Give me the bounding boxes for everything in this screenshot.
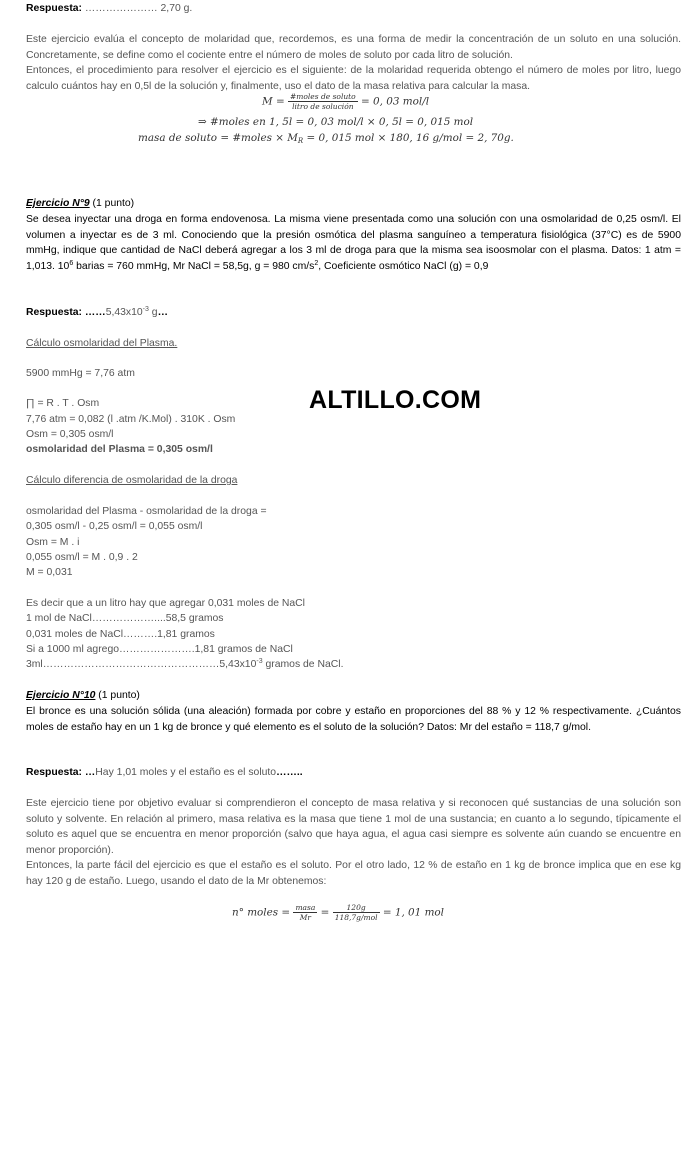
eq-numerator: #moles de soluto	[289, 92, 356, 101]
formula-fraction-1	[293, 903, 317, 922]
mass-equation	[138, 132, 514, 144]
sec3-line-5	[26, 658, 343, 672]
sec2-line-5: M = 0,031	[26, 567, 73, 578]
sec3-line-3: 0,031 moles de NaCl……….1,81 gramos	[26, 629, 215, 640]
formula-f2-num: 120g	[333, 903, 380, 913]
sec3-line-4: Si a 1000 ml agrego………………….1,81 gramos de NaCl	[26, 644, 293, 655]
moles-formula	[232, 903, 444, 922]
sec2-line-4: 0,055 osm/l = M . 0,9 . 2	[26, 552, 138, 563]
ex10-explanation-2: Entonces, la parte fácil del ejercicio es que el estaño es el soluto. Por el otro lado, 12 % de estaño en 1 kg de bronce implica que en ese kg hay 120 g de estaño. Luego, usando el dato de la Mr obtenemos:	[26, 860, 681, 887]
sec3-last-a: 3ml……………………………………………5,43x10	[26, 659, 257, 670]
ex9-answer-exp: -3	[142, 306, 149, 313]
sec1-line-3: 7,76 atm = 0,082 (l .atm /K.Mol) . 310K . Osm	[26, 414, 236, 425]
formula-rhs: = 1, 01 mol	[382, 906, 445, 919]
ex10-title: Ejercicio N°10	[26, 690, 96, 701]
ex10-answer-dots-a: …	[82, 767, 96, 778]
formula-f1-den: Mr	[299, 913, 312, 922]
ex9-title: Ejercicio N°9	[26, 198, 90, 209]
sec1-title: Cálculo osmolaridad del Plasma.	[26, 338, 178, 349]
answer-label: Respuesta:	[26, 3, 83, 14]
ex9-sup-2: 2	[314, 259, 319, 267]
ex10-heading	[26, 689, 140, 703]
eq-denominator: litro de solución	[292, 102, 354, 111]
eq-fraction	[288, 92, 358, 111]
ex10-answer-value: Hay 1,01 moles y el estaño es el soluto	[95, 767, 277, 778]
ex10-statement: El bronce es una solución sólida (una aleación) formada por cobre y estaño en proporciones del 88 % y 12 % respectivamente. ¿Cuántos moles de estaño hay en un 1 kg de bronce y qué elemento es el soluto de la solución? Datos: Mr del estaño = 118,7 g/mol.	[26, 706, 681, 733]
sec1-line-2: ∏ = R . T . Osm	[26, 398, 100, 409]
ex9-statement-a: Se desea inyectar una droga en forma endovenosa. La misma viene presentada como una solución con una osmolaridad de 0,25 osm/l. El volumen a inyectar es de 3 ml. Conociendo que la presión osmótica del plasma sanguíneo a temperatura fisiológica (37°C) es de 5900 mmHg, indique que cantidad de NaCl deberá agregar a los 3 ml de droga para que la misma sea isoosmolar con el plasma. Datos: 1 atm = 1,013. 10	[26, 214, 681, 272]
ex9-statement-c: , Coeficiente osmótico NaCl (g) = 0,9	[318, 260, 489, 272]
ex9-answer-value: 5,43x10	[105, 307, 143, 318]
ex10-explanation-1: Este ejercicio tiene por objetivo evaluar si comprendieron el concepto de masa relativa y si reconocen qué sustancias de una solución son soluto y solvente. En relación al primero, masa relativa es la masa que tiene 1 mol de una sustancia; en cuanto a lo segundo, típicamente el soluto es aquel que se encuentra en menor proporción (salvo que haya agua, el agua casi siempre es solvente aún cuando se encuentre en menor proporción).	[26, 798, 681, 856]
formula-f2-den: 118,7g/mol	[334, 913, 378, 922]
sec3-last-exp: -3	[256, 658, 263, 665]
mass-eq-part-b: = 0, 015 mol × 180, 16 g/mol = 2, 70g.	[303, 132, 514, 144]
ex9-statement-b: barias = 760 mmHg, Mr NaCl = 58,5g, g = 980 cm/s	[73, 260, 315, 272]
molarity-equation	[262, 92, 429, 111]
ex10-answer-line	[26, 766, 303, 780]
sec1-line-1: 5900 mmHg = 7,76 atm	[26, 368, 135, 379]
mass-eq-part-a: masa de soluto = #moles × M	[138, 132, 298, 144]
sec2-line-3: Osm = M . i	[26, 537, 80, 548]
eq-rhs: = 0, 03 mol/l	[361, 95, 430, 108]
eq-lhs: M =	[262, 95, 285, 108]
answer-value: ………………… 2,70 g.	[84, 3, 193, 14]
moles-equation: ⇒ #moles en 1, 5l = 0, 03 mol/l × 0, 5l = 0, 015 mol	[198, 116, 474, 128]
sec3-last-b: gramos de NaCl.	[262, 659, 344, 670]
sec2-title: Cálculo diferencia de osmolaridad de la droga	[26, 475, 238, 486]
formula-f1-num: masa	[295, 903, 316, 912]
ex9-points: (1 punto)	[89, 198, 135, 209]
ex10-points: (1 punto)	[95, 690, 140, 701]
ex10-answer-label: Respuesta:	[26, 767, 83, 778]
sec3-line-2: 1 mol de NaCl………………....58,5 gramos	[26, 613, 224, 624]
explanation-paragraph-1: Este ejercicio evalúa el concepto de molaridad que, recordemos, es una forma de medir la concentración de un soluto en una solución. Concretamente, se define como el cociente entre el número de moles de soluto por cada litro de solución.	[26, 34, 681, 61]
sec3-line-1: Es decir que a un litro hay que agregar 0,031 moles de NaCl	[26, 598, 305, 609]
ex9-statement	[26, 212, 681, 274]
ex9-answer-dots-a: ……	[82, 307, 106, 318]
watermark-logo: ALTILLO.COM	[309, 386, 482, 414]
ex9-answer-dots-b: …	[157, 307, 168, 318]
mass-eq-subscript: R	[297, 137, 304, 145]
ex9-answer-line	[26, 306, 168, 320]
sec1-line-4: Osm = 0,305 osm/l	[26, 429, 114, 440]
sec1-result: osmolaridad del Plasma = 0,305 osm/l	[26, 444, 213, 455]
answer-line-prev	[26, 2, 192, 16]
formula-lhs: n° moles =	[232, 906, 291, 919]
sec2-line-2: 0,305 osm/l - 0,25 osm/l = 0,055 osm/l	[26, 521, 203, 532]
ex9-heading	[26, 197, 134, 211]
ex9-answer-label: Respuesta:	[26, 307, 83, 318]
sec2-line-1: osmolaridad del Plasma - osmolaridad de la droga =	[26, 506, 267, 517]
ex9-sup-1: 6	[69, 259, 74, 267]
formula-equals: =	[320, 906, 330, 919]
formula-fraction-2	[333, 903, 380, 922]
ex10-answer-dots-b: ……..	[276, 767, 303, 778]
ex9-answer-unit: g	[148, 307, 158, 318]
explanation-paragraph-2: Entonces, el procedimiento para resolver el ejercicio es el siguiente: de la molaridad requerida obtengo el número de moles por litro, luego calculo cuántos hay en 0,5l de la solución y, finalmente, uso el dato de la masa relativa para calcular la masa.	[26, 65, 681, 92]
